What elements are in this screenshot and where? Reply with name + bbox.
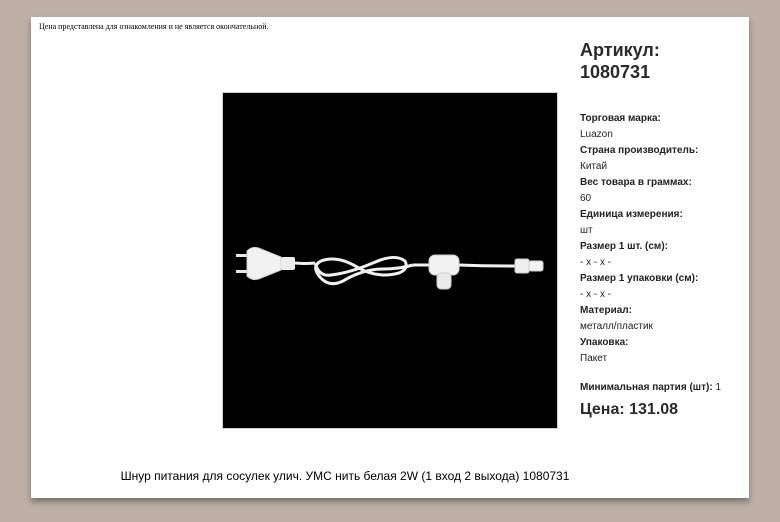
- property-label: Страна производитель:: [580, 145, 699, 156]
- product-photo: [222, 92, 558, 429]
- property-label: Единица измерения:: [580, 209, 683, 220]
- property-value: 60: [580, 193, 592, 204]
- article-number: 1080731: [580, 62, 651, 82]
- property-label: Упаковка:: [580, 337, 629, 348]
- min-batch-value: 1: [715, 382, 722, 393]
- min-batch: [580, 382, 721, 393]
- product-title: Шнур питания для сосулек улич. УМС нить белая 2W (1 вход 2 выхода) 1080731: [120, 469, 570, 483]
- property-label: Торговая марка:: [580, 113, 661, 124]
- article-label: Артикул:: [580, 40, 660, 60]
- property-value: Luazon: [580, 129, 613, 140]
- price: [580, 401, 678, 419]
- catalog-sheet: [31, 17, 749, 498]
- property-label: Вес товара в граммах:: [580, 177, 692, 188]
- property-value: металл/пластик: [580, 321, 653, 332]
- property-value: Пакет: [580, 353, 608, 364]
- property-value: Китай: [580, 161, 608, 172]
- min-batch-label: Минимальная партия (шт):: [580, 382, 713, 393]
- article-block: [580, 39, 745, 83]
- price-value: 131.08: [629, 401, 679, 418]
- price-label: Цена:: [580, 401, 625, 418]
- properties-list: [580, 111, 745, 367]
- power-cord-icon: [223, 93, 557, 428]
- property-label: Размер 1 упаковки (см):: [580, 273, 699, 284]
- property-label: Размер 1 шт. (см):: [580, 241, 668, 252]
- property-label: Материал:: [580, 305, 632, 316]
- property-value: - x - x -: [580, 289, 612, 300]
- disclaimer: Цена представлена для ознакомления и не является окончательной.: [39, 22, 269, 31]
- property-value: шт: [580, 225, 593, 236]
- property-value: - x - x -: [580, 257, 612, 268]
